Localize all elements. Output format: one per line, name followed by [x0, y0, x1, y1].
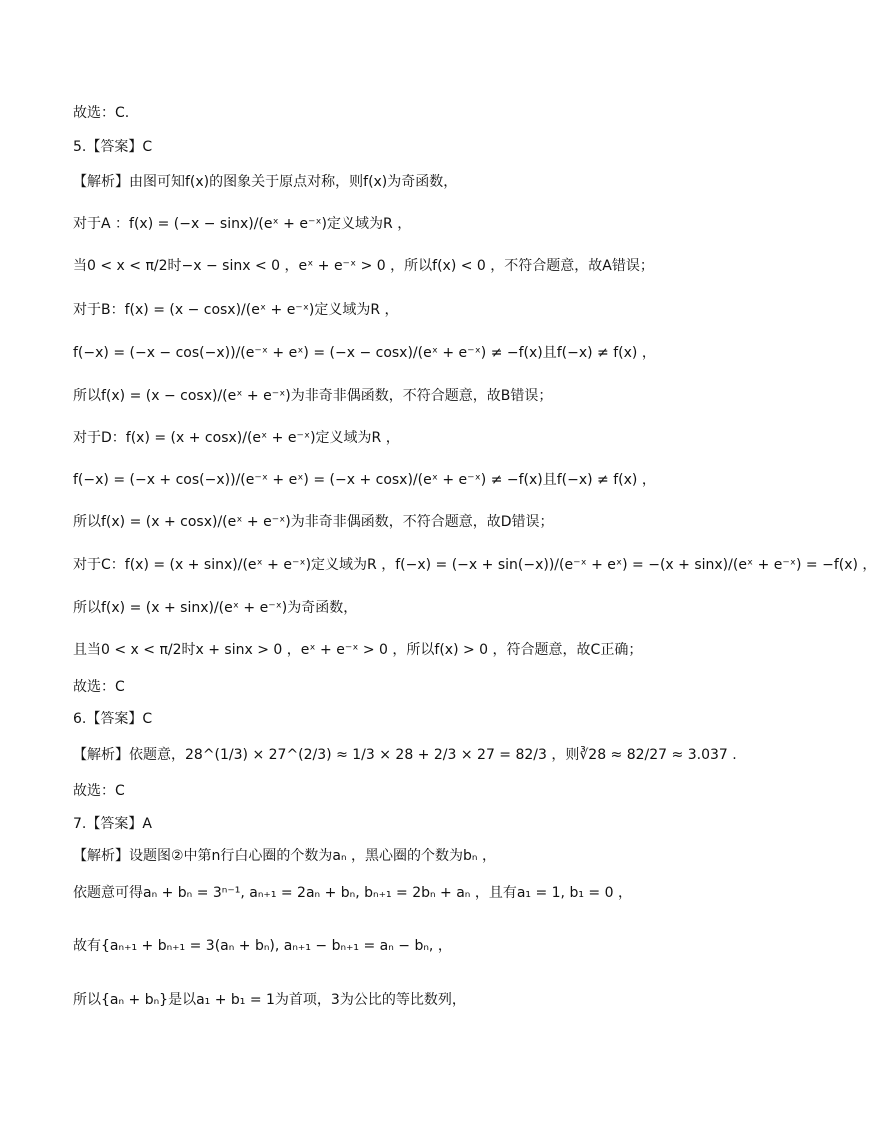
line-12: 对于C：f(x) = (x + sinx)/(eˣ + e⁻ˣ)定义域为R ，f(−x) = (−x + sin(−x))/(e⁻ˣ + eˣ) = −(x + sinx)/(eˣ + e⁻ˣ) = −f(x) ，	[73, 557, 876, 573]
line-15: 故选：C	[73, 679, 125, 695]
line-9: 对于D：f(x) = (x + cosx)/(eˣ + e⁻ˣ)定义域为R ，	[73, 430, 400, 446]
line-8: 所以f(x) = (x − cosx)/(eˣ + e⁻ˣ)为非奇非偶函数，不符合题意，故B错误；	[73, 388, 553, 404]
line-2: 5.【答案】C	[73, 139, 153, 155]
line-14: 且当0 < x < π/2时x + sinx > 0 ，eˣ + e⁻ˣ > 0 ，所以f(x) > 0 ，符合题意，故C正确；	[73, 642, 643, 658]
line-20: 【解析】设题图②中第n行白心圈的个数为aₙ ，黑心圈的个数为bₙ ，	[73, 848, 496, 864]
line-3: 【解析】由图可知f(x)的图象关于原点对称，则f(x)为奇函数，	[73, 174, 458, 190]
line-22: 故有{aₙ₊₁ + bₙ₊₁ = 3(aₙ + bₙ), aₙ₊₁ − bₙ₊₁ = aₙ − bₙ, ，	[73, 938, 452, 954]
line-6: 对于B：f(x) = (x − cosx)/(eˣ + e⁻ˣ)定义域为R ，	[73, 302, 399, 318]
line-7: f(−x) = (−x − cos(−x))/(e⁻ˣ + eˣ) = (−x − cosx)/(eˣ + e⁻ˣ) ≠ −f(x)且f(−x) ≠ f(x) ，	[73, 345, 656, 361]
line-23: 所以{aₙ + bₙ}是以a₁ + b₁ = 1为首项，3为公比的等比数列，	[73, 992, 466, 1008]
line-10: f(−x) = (−x + cos(−x))/(e⁻ˣ + eˣ) = (−x + cosx)/(eˣ + e⁻ˣ) ≠ −f(x)且f(−x) ≠ f(x) ，	[73, 472, 656, 488]
line-16: 6.【答案】C	[73, 711, 153, 727]
line-5: 当0 < x < π/2时−x − sinx < 0 ，eˣ + e⁻ˣ > 0 ，所以f(x) < 0 ，不符合题意，故A错误；	[73, 258, 654, 274]
line-13: 所以f(x) = (x + sinx)/(eˣ + e⁻ˣ)为奇函数，	[73, 600, 358, 616]
line-21: 依题意可得aₙ + bₙ = 3ⁿ⁻¹, aₙ₊₁ = 2aₙ + bₙ, bₙ₊₁ = 2bₙ + aₙ ，且有a₁ = 1, b₁ = 0 ，	[73, 885, 632, 901]
line-18: 故选：C	[73, 783, 125, 799]
line-1: 故选：C.	[73, 105, 130, 121]
line-19: 7.【答案】A	[73, 816, 152, 832]
line-17: 【解析】依题意，28^(1/3) × 27^(2/3) ≈ 1/3 × 28 + 2/3 × 27 = 82/3 ，则∛28 ≈ 82/27 ≈ 3.037 .	[73, 747, 737, 763]
line-11: 所以f(x) = (x + cosx)/(eˣ + e⁻ˣ)为非奇非偶函数，不符合题意，故D错误；	[73, 514, 554, 530]
line-4: 对于A ：f(x) = (−x − sinx)/(eˣ + e⁻ˣ)定义域为R ，	[73, 216, 412, 232]
